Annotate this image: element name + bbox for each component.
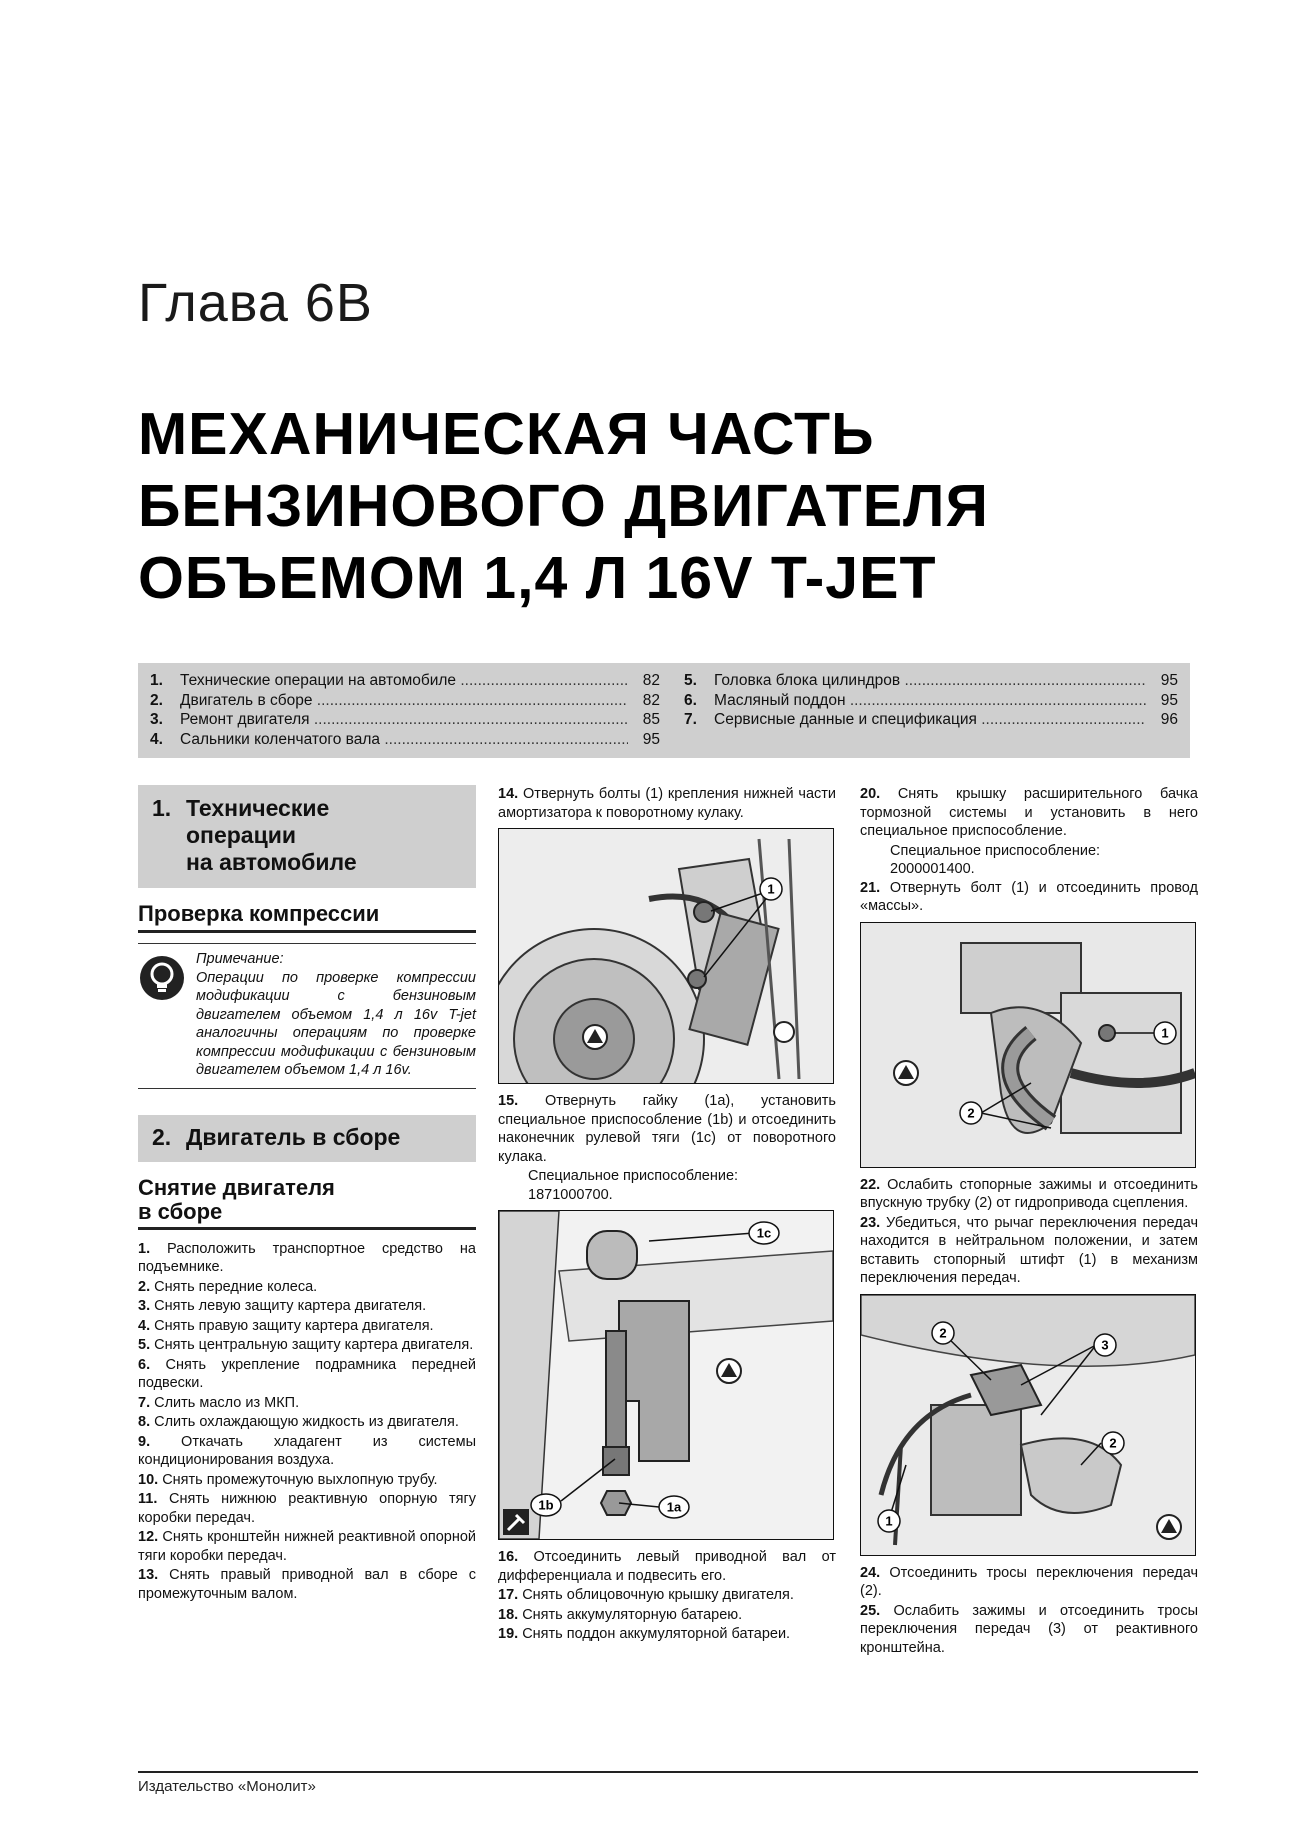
footer-divider bbox=[138, 1771, 1198, 1773]
svg-text:1c: 1c bbox=[756, 1225, 772, 1241]
callout-2 bbox=[1099, 1429, 1127, 1457]
steps-list-4 bbox=[860, 1564, 1198, 1658]
callout-1c bbox=[747, 1219, 781, 1247]
toc-left-column bbox=[150, 671, 660, 749]
logo-icon bbox=[583, 1025, 607, 1049]
callout-2 bbox=[929, 1319, 957, 1347]
step-item: 4. Снять правую защиту картера двигателя. bbox=[138, 1317, 434, 1334]
gearshift-cables-illustration bbox=[861, 1295, 1195, 1555]
table-of-contents bbox=[138, 663, 1190, 758]
step-14: 14. Отвернуть болты (1) крепления нижней части амортизатора к поворотному кулаку. bbox=[498, 786, 836, 821]
callout-1b bbox=[529, 1491, 563, 1519]
svg-text:2: 2 bbox=[967, 1105, 975, 1120]
lightbulb-icon bbox=[138, 954, 186, 1002]
svg-text:1a: 1a bbox=[666, 1499, 682, 1515]
step-20: 20. Снять крышку расширительного бачка тормозной системы и установить в него специальное приспособление. bbox=[860, 786, 1198, 839]
tie-rod-puller-illustration bbox=[499, 1211, 833, 1539]
logo-icon bbox=[717, 1359, 741, 1383]
toc-entry[interactable]: 2. Двигатель в сборе ..... 82 bbox=[150, 691, 660, 711]
column-3 bbox=[860, 785, 1198, 1658]
logo-icon bbox=[1157, 1515, 1181, 1539]
toc-entry[interactable]: 1. Технические операции на автомобиле ..... 82 bbox=[150, 671, 660, 691]
step-item: 16. Отсоединить левый приводной вал от дифференциала и подвесить его. bbox=[498, 1549, 837, 1584]
step-item: 10. Снять промежуточную выхлопную трубу. bbox=[138, 1471, 438, 1488]
svg-text:1b: 1b bbox=[538, 1497, 554, 1513]
step-item: 2. Снять передние колеса. bbox=[138, 1278, 318, 1295]
step-item: 3. Снять левую защиту картера двигателя. bbox=[138, 1298, 427, 1314]
step-item: 11. Снять нижнюю реактивную опорную тягу коробки передач. bbox=[138, 1491, 476, 1526]
svg-text:1: 1 bbox=[767, 881, 775, 897]
callout-1 bbox=[757, 875, 785, 903]
wrench-icon bbox=[503, 1509, 529, 1535]
step-item: 22. Ослабить стопорные зажимы и отсоединить впускную трубку (2) от гидропривода сцепления. bbox=[860, 1176, 1198, 1211]
toc-right-column bbox=[684, 671, 1178, 730]
chapter-label: Глава 6В bbox=[138, 273, 373, 333]
publisher-label: Издательство «Монолит» bbox=[138, 1778, 316, 1795]
step-21: 21. Отвернуть болт (1) и отсоединить провод «массы». bbox=[860, 879, 1199, 914]
step-item: 19. Снять поддон аккумуляторной батареи. bbox=[498, 1626, 791, 1642]
ground-wire-illustration bbox=[861, 923, 1195, 1167]
removal-heading: Снятие двигателя в сборе bbox=[138, 1176, 476, 1230]
step-item: 24. Отсоединить тросы переключения передач (2). bbox=[860, 1564, 1198, 1599]
figure-ground-wire bbox=[860, 922, 1196, 1168]
svg-text:2: 2 bbox=[1109, 1435, 1117, 1450]
steps-list-3 bbox=[860, 1176, 1198, 1288]
page-title bbox=[138, 398, 1188, 614]
step-item: 25. Ослабить зажимы и отсоединить тросы переключения передач (3) от реактивного кронштейна. bbox=[860, 1602, 1199, 1656]
callout-1 bbox=[875, 1507, 903, 1535]
step-15: 15. Отвернуть гайку (1а), установить специальное приспособление (1b) и отсоединить наконечник рулевой тяги (1с) от поворотного кулака. bbox=[498, 1093, 836, 1165]
callout-3 bbox=[1091, 1331, 1119, 1359]
toc-entry[interactable]: 7. Сервисные данные и спецификация ..... 96 bbox=[684, 710, 1178, 730]
toc-entry[interactable]: 6. Масляный поддон ..... 95 bbox=[684, 691, 1178, 711]
svg-text:2: 2 bbox=[939, 1325, 947, 1340]
special-tool-20-code: 2000001400. bbox=[890, 861, 975, 877]
step-item: 6. Снять укрепление подрамника передней подвески. bbox=[138, 1356, 477, 1391]
steps-list-1 bbox=[138, 1240, 476, 1604]
special-tool-15-code: 1871000700. bbox=[528, 1186, 613, 1203]
callout-1a bbox=[657, 1493, 691, 1521]
title-line-1: МЕХАНИЧЕСКАЯ ЧАСТЬ bbox=[138, 401, 875, 467]
special-tool-15-label: Специальное приспособление: bbox=[528, 1168, 739, 1184]
compression-heading: Проверка компрессии bbox=[138, 900, 476, 933]
callout-2 bbox=[957, 1099, 985, 1127]
column-1 bbox=[138, 785, 476, 1604]
figure-shock-absorber-bolts bbox=[498, 828, 834, 1084]
svg-text:1: 1 bbox=[1161, 1025, 1169, 1040]
figure-tie-rod-puller bbox=[498, 1210, 834, 1540]
figure-gearshift-cables bbox=[860, 1294, 1196, 1556]
title-line-3: ОБЪЕМОМ 1,4 Л 16V T-JET bbox=[138, 545, 937, 611]
step-item: 13. Снять правый приводной вал в сборе с промежуточным валом. bbox=[138, 1567, 476, 1602]
step-item: 17. Снять облицовочную крышку двигателя. bbox=[498, 1587, 794, 1603]
shock-absorber-illustration bbox=[499, 829, 833, 1083]
step-item: 18. Снять аккумуляторную батарею. bbox=[498, 1606, 743, 1623]
svg-text:1: 1 bbox=[885, 1513, 893, 1528]
toc-entry[interactable]: 4. Сальники коленчатого вала ..... 95 bbox=[150, 730, 660, 750]
note-box bbox=[138, 943, 476, 1089]
logo-icon bbox=[894, 1061, 918, 1085]
toc-entry[interactable]: 3. Ремонт двигателя ..... 85 bbox=[150, 710, 660, 730]
section-1-heading: 1. Технические операции на автомобиле bbox=[138, 785, 476, 888]
svg-text:3: 3 bbox=[1101, 1337, 1109, 1352]
title-line-2: БЕНЗИНОВОГО ДВИГАТЕЛЯ bbox=[138, 473, 989, 539]
callout-1 bbox=[1151, 1019, 1179, 1047]
steps-list-2 bbox=[498, 1548, 836, 1644]
step-item: 12. Снять кронштейн нижней реактивной опорной тяги коробки передач. bbox=[138, 1529, 477, 1564]
note-text: Примечание: Операции по проверке компрессии модификации с бензиновым двигателем объемом 1,4 л 16v T-jet аналогичны операциям по проверке компрессии модификации с бензиновым двигателем объемом 1,4 л 16v. bbox=[196, 951, 476, 1078]
special-tool-20-label: Специальное приспособление: bbox=[890, 842, 1101, 859]
section-2-heading: 2. Двигатель в сборе bbox=[138, 1115, 476, 1162]
toc-entry[interactable]: 5. Головка блока цилиндров ..... 95 bbox=[684, 671, 1178, 691]
step-item: 1. Расположить транспортное средство на подъемнике. bbox=[138, 1240, 476, 1275]
step-item: 7. Слить масло из МКП. bbox=[138, 1394, 300, 1411]
step-item: 8. Слить охлаждающую жидкость из двигателя. bbox=[138, 1414, 459, 1430]
step-item: 9. Откачать хладагент из системы кондиционирования воздуха. bbox=[138, 1433, 476, 1468]
step-item: 23. Убедиться, что рычаг переключения передач находится в нейтральном положении, и затем вставить стопорный штифт (1) в механизм переключения передач. bbox=[860, 1214, 1199, 1286]
column-2 bbox=[498, 785, 836, 1645]
step-item: 5. Снять центральную защиту картера двигателя. bbox=[138, 1337, 474, 1353]
